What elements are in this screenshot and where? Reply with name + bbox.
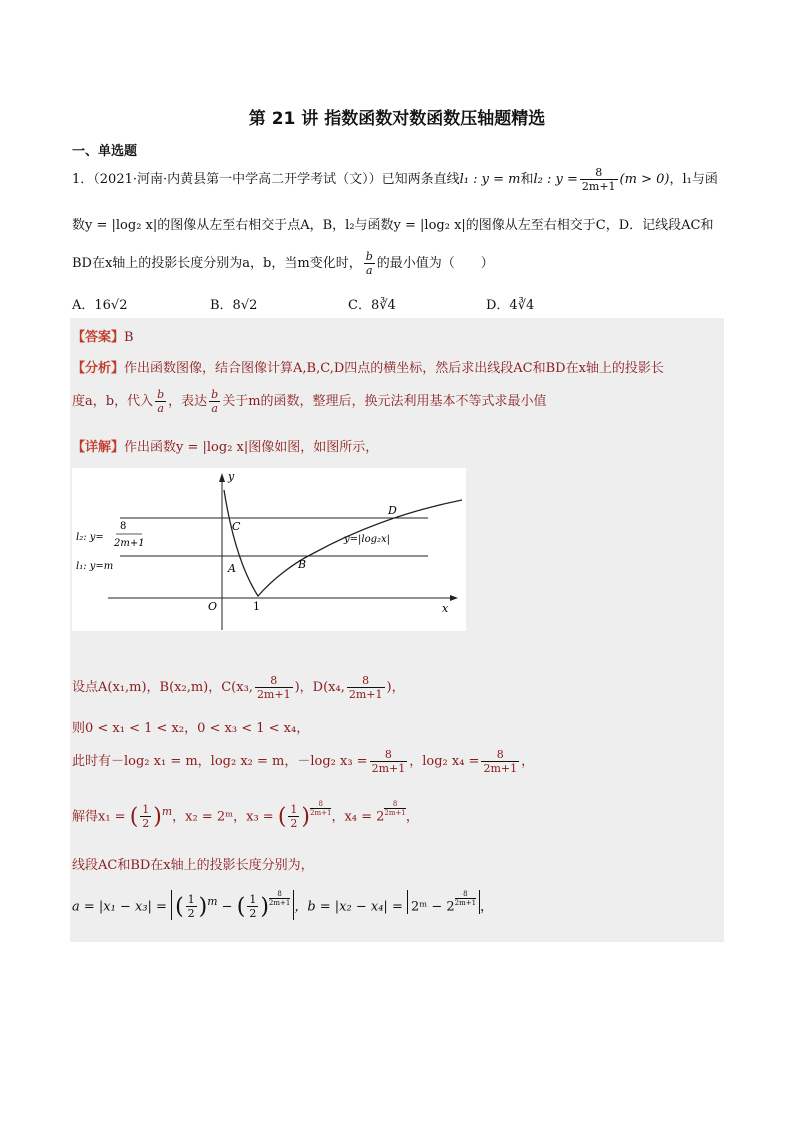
analysis-line-2 (72, 388, 547, 415)
fraction-b-over-a-3: $\frac{b}{a}$ (211, 388, 219, 415)
answer-tag: 【答案】 (72, 330, 125, 345)
curve-label: y=|log₂x| (344, 534, 391, 545)
question-line-3-tail: 的最小值为（ ） (376, 256, 494, 271)
solution-line-2: 则0 < x₁ < 1 < x₂，0 < x₃ < 1 < x₄， (72, 721, 310, 736)
line-l2: l₂ : y = (533, 172, 578, 187)
line-l1: l₁ : y = m (459, 172, 521, 187)
analysis-text-2b: ，表达 (168, 394, 208, 409)
condition: (m > 0) (619, 172, 670, 187)
function-graph-figure (72, 468, 466, 631)
detail-tag: 【详解】 (72, 440, 125, 455)
log-curve (224, 490, 462, 596)
option-c[interactable]: C．8∛4 (348, 298, 396, 313)
fraction-b-over-a-2: $\frac{b}{a}$ (157, 388, 165, 415)
answer-value: B (124, 330, 134, 345)
analysis-tag: 【分析】 (72, 361, 125, 376)
point-a-label: A (228, 562, 236, 575)
point-b-label: B (298, 558, 307, 571)
fraction-8-over-2m1: $\frac{8}{2m+1}$ (581, 166, 616, 193)
solution-line-3: 此时有－log₂ x₁ = m，log₂ x₂ = m，－log₂ x₃ = $\frac{8}{2m+1}$ ，log₂ x₄ = $\frac{8}{2m+1}$ ， (72, 748, 535, 775)
x-label: x (442, 602, 449, 615)
question-line-2: 数y = |log₂ x|的图像从左至右相交于点A，B，l₂与函数y = |log₂ x|的图像从左至右相交于C，D．记线段AC和 (72, 218, 714, 233)
question-source: （2021·河南·内黄县第一中学高二开学考试（文））已知两条直线 (93, 172, 460, 187)
option-a[interactable]: A．16√2 (72, 298, 128, 313)
fraction-b-over-a: $\frac{b}{a}$ (365, 250, 373, 277)
analysis-text-1: 作出函数图像，结合图像计算A,B,C,D四点的横坐标，然后求出线段AC和BD在x轴上的投影长 (124, 361, 664, 376)
l1-label: l₁: y=m (76, 561, 114, 572)
l2-num: 8 (120, 521, 127, 532)
section-heading: 一、单选题 (72, 144, 138, 159)
x-axis-arrow-icon (450, 595, 458, 601)
question-line-1-tail: ，l₁与函 (669, 172, 718, 187)
y-label: y (228, 470, 235, 483)
detail-text-1: 作出函数y = |log₂ x|图像如图，如图所示， (124, 440, 379, 455)
analysis-text-2c: 关于m的函数，整理后，换元法利用基本不等式求最小值 (222, 394, 547, 409)
page-title: 第 21 讲 指数函数对数函数压轴题精选 (248, 109, 546, 129)
answer-row (72, 326, 134, 345)
y-axis-arrow-icon (219, 473, 225, 482)
origin-label: O (208, 600, 218, 613)
question-number: 1． (72, 172, 94, 187)
solution-line-6: a = |x₁ − x₃| = ( $\frac{1}{2}$ )$^m$ − ( $\frac{1}{2}$ ) $\frac{8}{2m+1}$ ，b = |x₂ − x₄| = 2ᵐ − 2 $\frac{8}{2m+1}$ ， (72, 890, 494, 921)
analysis-line-1 (72, 357, 664, 376)
option-d[interactable]: D．4∛4 (486, 298, 535, 313)
option-b[interactable]: B．8√2 (210, 298, 258, 313)
point-d-label: D (388, 504, 397, 517)
solution-line-1: 设点A(x₁,m)，B(x₂,m)，C(x₃, $\frac{8}{2m+1}$ )，D(x₄, $\frac{8}{2m+1}$ )， (72, 674, 405, 701)
solution-line-4: 解得x₁ = ( $\frac{1}{2}$ )$^m$，x₂ = 2ᵐ，x₃ = ( $\frac{1}{2}$ ) $\frac{8}{2m+1}$ ，x₄ = 2 $\frac{8}{2m+1}$ ， (72, 800, 419, 831)
solution-line-5: 线段AC和BD在x轴上的投影长度分别为， (72, 858, 314, 873)
function-graph (72, 468, 466, 631)
analysis-text-2a: 度a，b，代入 (72, 394, 154, 409)
l2-den: 2m+1 (114, 538, 145, 549)
point-c-label: C (232, 520, 241, 533)
detail-line-1 (72, 436, 378, 455)
and-text: 和 (520, 172, 534, 187)
question-line-3 (72, 250, 494, 277)
options-row (72, 294, 534, 313)
one-label: 1 (253, 600, 260, 613)
question-line-3-head: BD在x轴上的投影长度分别为a，b，当m变化时， (72, 256, 362, 271)
l2-label: l₂: y= (76, 532, 104, 543)
question-line-1 (72, 166, 718, 193)
